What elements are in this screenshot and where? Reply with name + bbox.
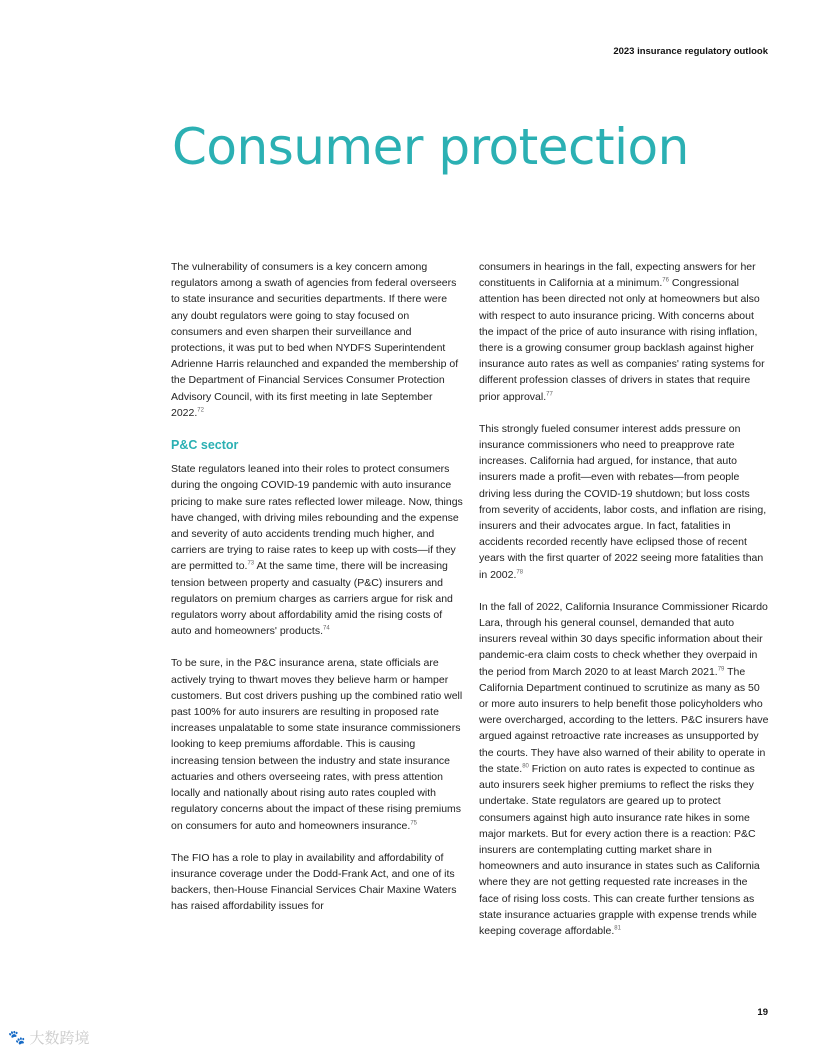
paragraph: State regulators leaned into their roles to protect consumers during the ongoing COVID-19 pandemic with auto insurance pricing to make sure rates reflected lower mileage. Now, things have changed, with driving miles rebounding and the expense and severity of auto accidents trending much higher, and carriers are trying to raise rates to keep up with costs—if they are permitted to.$^{73}$ At the same time, there will be increasing tension between property and casualty (P&C) insurers and regulators on premium charges as carriers argue for risk and regulators worry about affordability amid the rising costs of auto and homeowners' products.$^{74}$ (171, 463, 463, 638)
running-header: 2023 insurance regulatory outlook (613, 46, 768, 57)
footnote-ref[interactable]: 74 (323, 625, 330, 632)
page-number: 19 (757, 1007, 768, 1018)
paragraph: To be sure, in the P&C insurance arena, state officials are actively trying to thwart moves they believe harm or hamper customers. But cost drivers pushing up the combined ratio well past 100% for auto insurers are resulting in proposed rate increases unpalatable to some state insurance commissioners looking to keep premiums affordable. This is causing increasing tension between the industry and state insurance actuaries and others overseeing rates, with press attention locally and nationally about rising auto rates coupled with regulatory concerns about the impact of these rising premiums on consumers for auto and homeowners insurance.$^{75}$ (171, 657, 463, 832)
paragraph: The FIO has a role to play in availability and affordability of insurance coverage under the Dodd-Frank Act, and one of its backers, then-House Financial Services Chair Maxine Waters has raised affordability issues for (171, 851, 457, 913)
watermark-text: 大数跨境 (29, 1030, 90, 1047)
watermark (8, 1027, 89, 1048)
paragraph: This strongly fueled consumer interest adds pressure on insurance commissioners who need to preapprove rate increases. California had argued, for instance, that auto insurers made a profit—even with rebates—from people driving less during the COVID-19 shutdown; but loss costs from severity of accidents, labor costs, and inflation are rising, insurers and their advocates argue. In fact, fatalities in accidents recorded recently have eclipsed those of recent years with the first quarter of 2022 seeing more fatalities than in 2002.78 (479, 422, 767, 581)
footnote-ref[interactable]: 75 (410, 820, 417, 826)
footnote-ref[interactable]: 80 (522, 763, 529, 770)
left-column (171, 259, 463, 931)
paragraph: consumers in hearings in the fall, expecting answers for her constituents in California at a minimum.$^{76}$ Congressional attention has been directed not only at homeowners but also with respect to auto insurance pricing. With concerns about the impact of the price of auto insurance with rising inflation, there is a growing consumer group backlash against higher insurance auto rates as well as companies' rating systems for different profession classes of drivers in states that require prior approval.$^{77}$ (479, 261, 765, 403)
footnote-ref[interactable]: 78 (516, 569, 524, 576)
footnote-ref[interactable]: 79 (717, 666, 725, 673)
footnote-ref[interactable]: 72 (197, 407, 204, 414)
paw-icon: 🐾 (8, 1029, 26, 1045)
footnote-ref[interactable]: 76 (662, 277, 669, 284)
page-title: Consumer protection (172, 118, 689, 176)
section-heading: P&C sector (171, 438, 239, 453)
footnote-ref[interactable]: 81 (614, 925, 621, 932)
right-column (479, 259, 769, 955)
footnote-ref[interactable]: 73 (247, 560, 255, 567)
intro-paragraph: The vulnerability of consumers is a key concern among regulators among a swath of agencies from federal overseers to state insurance and securities departments. If there were any doubt regulators were going to stay focused on consumers and even sharpen their surveillance and protections, it was put to bed when NYDFS Superintendent Adrienne Harris relaunched and expanded the membership of the Department of Financial Services Consumer Protection Advisory Council, with its first meeting in late September 2022.72 (171, 261, 459, 419)
footnote-ref[interactable]: 77 (546, 391, 553, 398)
paragraph: In the fall of 2022, California Insurance Commissioner Ricardo Lara, through his general counsel, demanded that auto insurers reveal within 30 days specific information about their pandemic-era claim costs to check whether they overpaid in the period from March 2020 to at least March 2021.79 The California Department continued to scrutinize as many as 50 or more auto insurers to help benefit those policyholders who were overcharged, according to the letters. P&C insurers have argued against retroactive rate increases as unsupported by the courts. They have also warned of their ability to operate in the state.$^{80}$ Friction on auto rates is expected to continue as auto insurers seek higher premiums to reflect the risks they undertake. State regulators are geared up to protect consumers against high auto insurance rate hikes in some major markets. But for every action there is a reaction: P&C insurers are contemplating cutting market share in homeowners and auto insurance in states such as California where they are not getting requested rate increases in the face of rising loss costs. This can create further tensions as state insurance actuaries grapple with expense trends while keeping coverage affordable.$^{81}$ (479, 600, 769, 937)
